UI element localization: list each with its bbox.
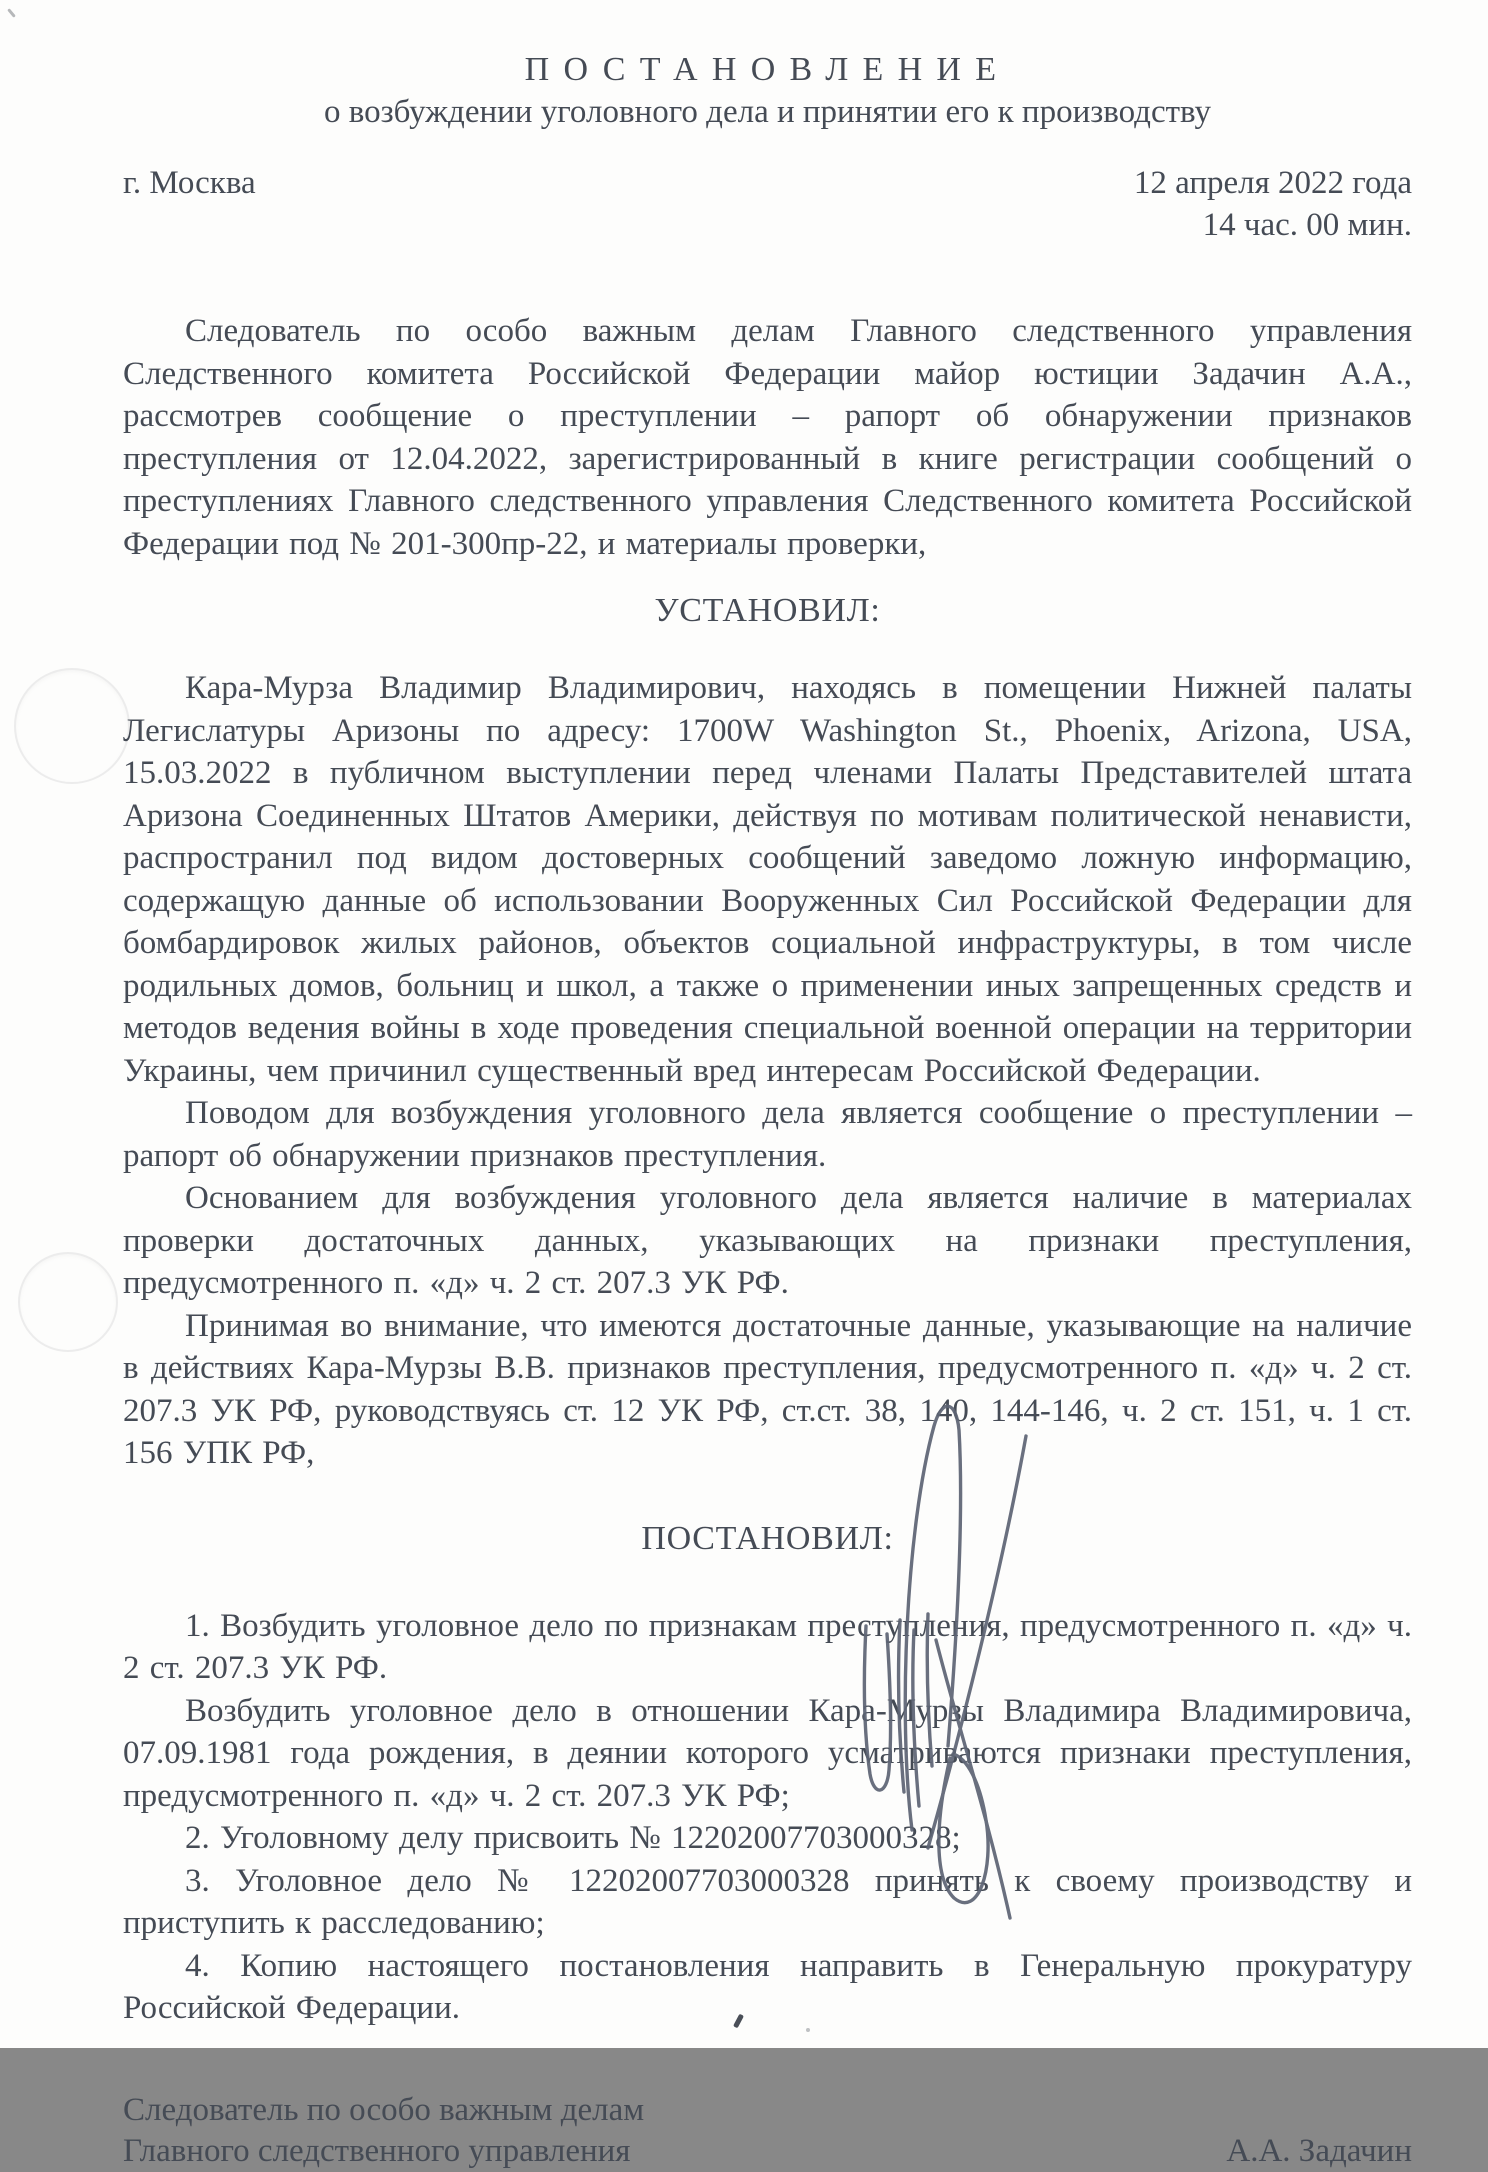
punch-hole-mark <box>18 1252 118 1352</box>
paragraph: Принимая во внимание, что имеются достаточные данные, указывающие на наличие в действиях Кара-Мурзы В.В. признаков преступления, предусмотренного п. «д» ч. 2 ст. 207.3 УК РФ, руководствуясь ст. 12 УК РФ, ст.ст. 38, 140, 144-146, ч. 2 ст. 151, ч. 1 ст. 156 УПК РФ, <box>123 1307 1412 1471</box>
paragraph: Поводом для возбуждения уголовного дела является сообщение о преступлении – рапорт об обнаружении признаков преступления. <box>123 1095 1412 1174</box>
signature-block <box>123 2090 1412 2172</box>
paragraph: 4. Копию настоящего постановления направить в Генеральную прокуратуру Российской Федерации. <box>123 1947 1412 2026</box>
date-block <box>1134 162 1412 246</box>
punch-hole-mark <box>14 668 130 784</box>
document-title: ПОСТАНОВЛЕНИЕ <box>524 51 1011 88</box>
paragraph: Возбудить уголовное дело в отношении Кара-Мурзы Владимира Владимировича, 07.09.1981 года рождения, в деянии которого усматриваются признаки преступления, предусмотренного п. «д» ч. 2 ст. 207.3 УК РФ; <box>123 1692 1412 1814</box>
intro-paragraph: Следователь по особо важным делам Главного следственного управления Следственного комитета Российской Федерации майор юстиции Задачин А.А., рассмотрев сообщение о преступлении – рапорт об обнаружении признаков преступления от 12.04.2022, зарегистрированный в книге регистрации сообщений о преступлениях Главного следственного управления Следственного комитета Российской Федерации под № 201-300пр-22, и материалы проверки, <box>123 313 1412 562</box>
signer-role-line1: Следователь по особо важным делам <box>123 2091 645 2128</box>
established-heading: УСТАНОВИЛ: <box>654 592 881 629</box>
paragraph: Кара-Мурза Владимир Владимирович, находясь в помещении Нижней палаты Легислатуры Аризоны по адресу: 1700W Washington St., Phoenix, Arizona, USA, 15.03.2022 в публичном выступлении перед членами Палаты Представителей штата Аризона Соединенных Штатов Америки, действуя по мотивам политической ненависти, распространил под видом достоверных сообщений заведомо ложную информацию, содержащую данные об использовании Вооруженных Сил Российской Федерации для бомбардировок жилых районов, объектов социальной инфраструктуры, в том числе родильных домов, больниц и школ, а также о применении иных запрещенных средств и методов ведения войны в ходе проведения специальной военной операции на территории Украины, чем причинил существенный вред интересам Российской Федерации. <box>123 670 1412 1089</box>
time-line: 14 час. 00 мин. <box>1202 207 1412 243</box>
place-label: г. Москва <box>123 165 256 201</box>
signer-role <box>123 2090 644 2172</box>
document-body <box>123 50 1412 2172</box>
paragraph: Основанием для возбуждения уголовного дела является наличие в материалах проверки достаточных данных, указывающих на признаки преступления, предусмотренного п. «д» ч. 2 ст. 207.3 УК РФ. <box>123 1180 1412 1301</box>
paragraph: 3. Уголовное дело № 12202007703000328 принять к своему производству и приступить к расследованию; <box>123 1862 1412 1941</box>
date-line: 12 апреля 2022 года <box>1133 165 1412 201</box>
signer-role-line2: Главного следственного управления <box>123 2132 631 2169</box>
ink-speck <box>7 8 16 18</box>
paragraph: 2. Уголовному делу присвоить № 12202007703000328; <box>185 1820 961 1856</box>
signer-name: А.А. Задачин <box>1226 2132 1412 2169</box>
paragraph: 1. Возбудить уголовное дело по признакам преступления, предусмотренного п. «д» ч. 2 ст. 207.3 УК РФ. <box>123 1607 1412 1686</box>
document-subtitle: о возбуждении уголовного дела и принятии его к производству <box>324 94 1211 130</box>
place-and-date-row <box>123 162 1412 246</box>
resolved-heading: ПОСТАНОВИЛ: <box>641 1519 894 1557</box>
